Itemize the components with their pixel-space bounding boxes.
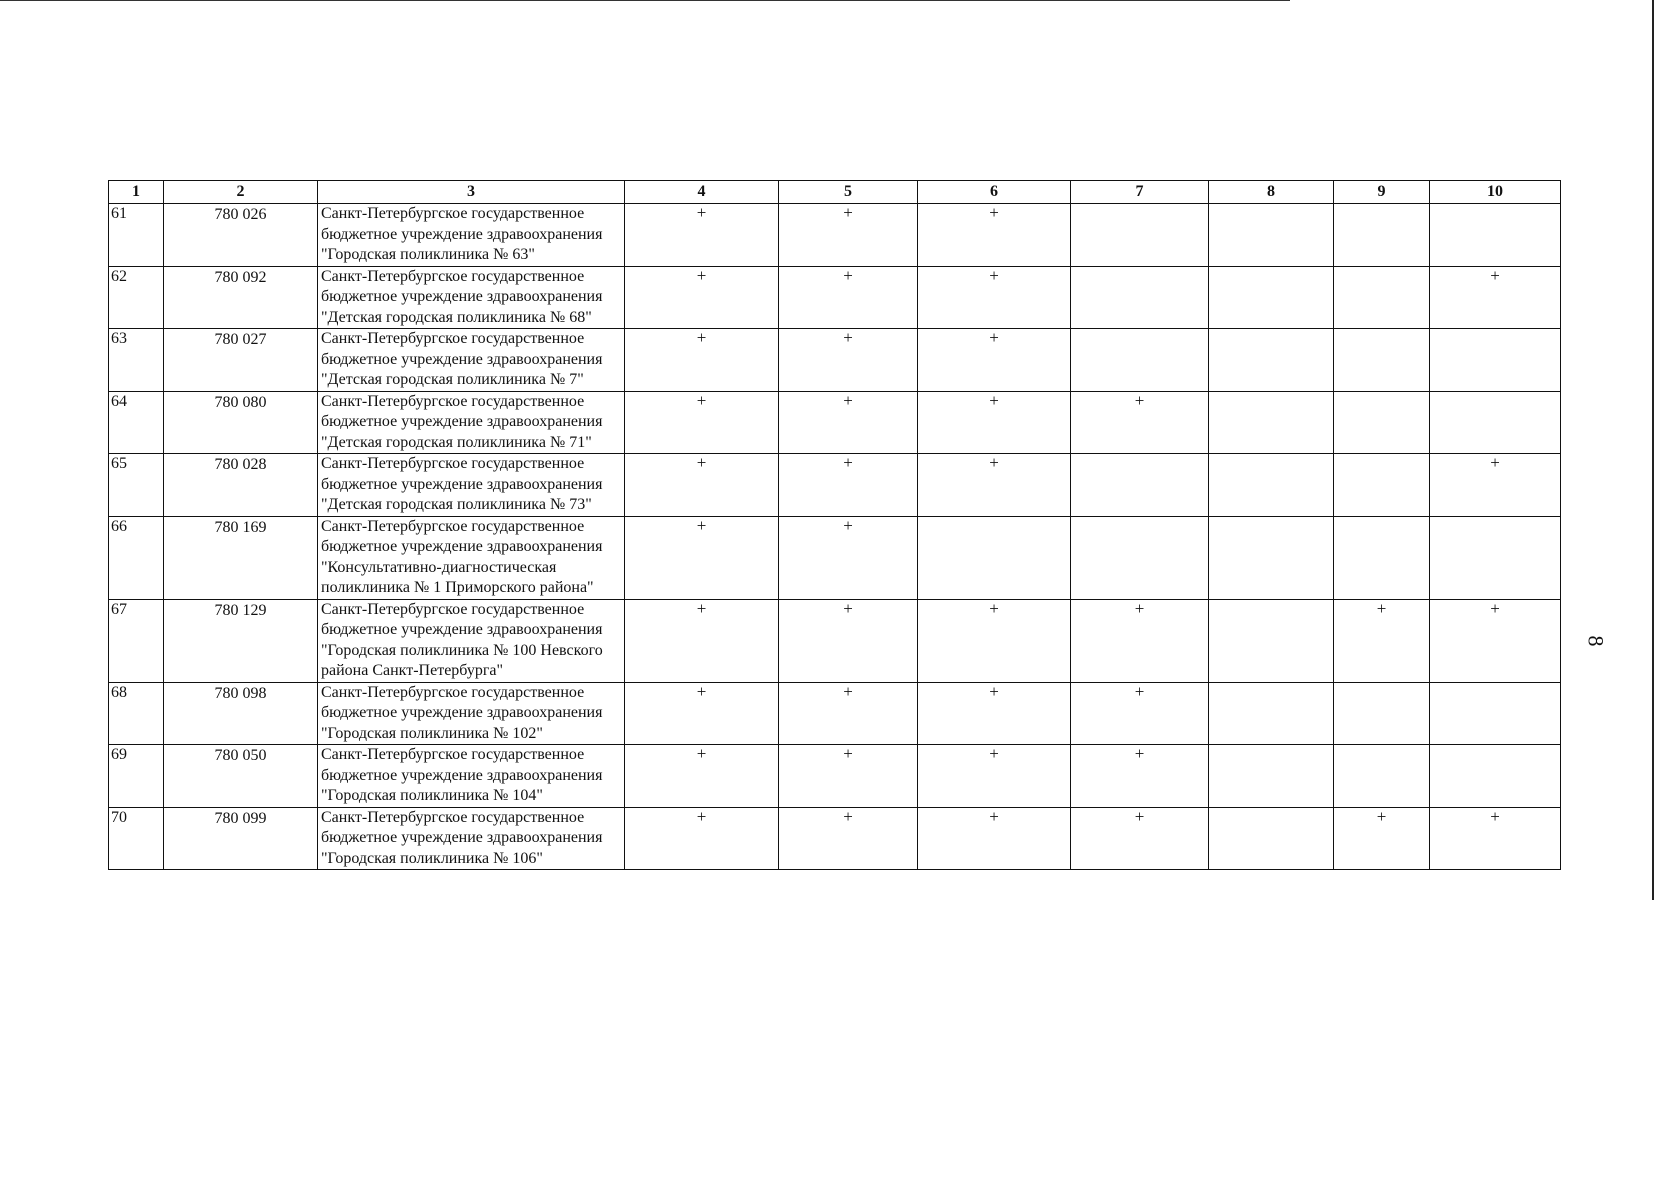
row-number: 68	[109, 682, 164, 745]
registry-code: 780 027	[164, 329, 318, 392]
column-header: 1	[109, 181, 164, 204]
mark-cell	[1071, 454, 1209, 517]
mark-cell: +	[625, 329, 779, 392]
mark-cell: +	[1334, 807, 1430, 870]
mark-cell: +	[625, 599, 779, 682]
mark-cell: +	[625, 745, 779, 808]
table-row	[109, 266, 1561, 329]
mark-cell	[1430, 391, 1561, 454]
facility-name: Санкт-Петербургское государственное бюджетное учреждение здравоохранения "Городская поликлиника № 106"	[318, 807, 625, 870]
facility-name: Санкт-Петербургское государственное бюджетное учреждение здравоохранения "Детская городская поликлиника № 73"	[318, 454, 625, 517]
column-header: 6	[918, 181, 1071, 204]
page-number: 8	[1583, 635, 1609, 647]
mark-cell	[1334, 682, 1430, 745]
mark-cell	[1071, 329, 1209, 392]
row-number: 66	[109, 516, 164, 599]
table-row	[109, 454, 1561, 517]
mark-cell	[1209, 391, 1334, 454]
mark-cell: +	[779, 516, 918, 599]
mark-cell	[1209, 516, 1334, 599]
mark-cell: +	[625, 204, 779, 267]
mark-cell: +	[1430, 266, 1561, 329]
row-number: 63	[109, 329, 164, 392]
column-header: 9	[1334, 181, 1430, 204]
mark-cell: +	[625, 454, 779, 517]
row-number: 69	[109, 745, 164, 808]
mark-cell: +	[779, 391, 918, 454]
mark-cell: +	[1071, 682, 1209, 745]
mark-cell: +	[1334, 599, 1430, 682]
table-row	[109, 516, 1561, 599]
mark-cell: +	[918, 599, 1071, 682]
facility-name: Санкт-Петербургское государственное бюджетное учреждение здравоохранения "Детская городская поликлиника № 7"	[318, 329, 625, 392]
top-scan-line	[0, 0, 1290, 1]
registry-code: 780 080	[164, 391, 318, 454]
mark-cell: +	[779, 266, 918, 329]
mark-cell: +	[918, 391, 1071, 454]
registry-code: 780 099	[164, 807, 318, 870]
mark-cell	[918, 516, 1071, 599]
mark-cell	[1430, 745, 1561, 808]
column-header: 5	[779, 181, 918, 204]
mark-cell: +	[1430, 454, 1561, 517]
mark-cell: +	[1071, 391, 1209, 454]
mark-cell	[1209, 329, 1334, 392]
mark-cell: +	[779, 745, 918, 808]
mark-cell	[1209, 807, 1334, 870]
column-header: 10	[1430, 181, 1561, 204]
row-number: 61	[109, 204, 164, 267]
registry-code: 780 129	[164, 599, 318, 682]
mark-cell: +	[625, 807, 779, 870]
mark-cell	[1334, 391, 1430, 454]
mark-cell: +	[779, 204, 918, 267]
mark-cell: +	[779, 329, 918, 392]
mark-cell	[1071, 516, 1209, 599]
mark-cell: +	[779, 599, 918, 682]
facility-name: Санкт-Петербургское государственное бюджетное учреждение здравоохранения "Городская поликлиника № 63"	[318, 204, 625, 267]
facility-name: Санкт-Петербургское государственное бюджетное учреждение здравоохранения "Консультативно-диагностическая поликлиника № 1 Приморского района"	[318, 516, 625, 599]
registry-code: 780 026	[164, 204, 318, 267]
mark-cell: +	[918, 266, 1071, 329]
table-row	[109, 682, 1561, 745]
header-row	[109, 181, 1561, 204]
mark-cell: +	[625, 391, 779, 454]
mark-cell	[1334, 204, 1430, 267]
mark-cell: +	[1071, 599, 1209, 682]
mark-cell: +	[918, 329, 1071, 392]
table-row	[109, 391, 1561, 454]
mark-cell	[1209, 599, 1334, 682]
table-row	[109, 329, 1561, 392]
mark-cell	[1209, 204, 1334, 267]
registry-code: 780 050	[164, 745, 318, 808]
mark-cell: +	[1071, 807, 1209, 870]
mark-cell: +	[1071, 745, 1209, 808]
mark-cell	[1334, 745, 1430, 808]
mark-cell	[1334, 329, 1430, 392]
mark-cell	[1209, 266, 1334, 329]
facility-name: Санкт-Петербургское государственное бюджетное учреждение здравоохранения "Городская поликлиника № 100 Невского района Санкт-Петербурга"	[318, 599, 625, 682]
mark-cell	[1209, 454, 1334, 517]
facility-name: Санкт-Петербургское государственное бюджетное учреждение здравоохранения "Городская поликлиника № 102"	[318, 682, 625, 745]
column-header: 7	[1071, 181, 1209, 204]
facilities-table	[108, 180, 1561, 870]
registry-code: 780 169	[164, 516, 318, 599]
facility-name: Санкт-Петербургское государственное бюджетное учреждение здравоохранения "Городская поликлиника № 104"	[318, 745, 625, 808]
row-number: 67	[109, 599, 164, 682]
row-number: 70	[109, 807, 164, 870]
facility-name: Санкт-Петербургское государственное бюджетное учреждение здравоохранения "Детская городская поликлиника № 71"	[318, 391, 625, 454]
row-number: 62	[109, 266, 164, 329]
mark-cell	[1209, 682, 1334, 745]
mark-cell	[1071, 204, 1209, 267]
mark-cell	[1209, 745, 1334, 808]
registry-code: 780 028	[164, 454, 318, 517]
table-row	[109, 807, 1561, 870]
mark-cell: +	[779, 454, 918, 517]
mark-cell: +	[779, 807, 918, 870]
mark-cell: +	[779, 682, 918, 745]
mark-cell	[1430, 516, 1561, 599]
mark-cell: +	[918, 682, 1071, 745]
registry-code: 780 098	[164, 682, 318, 745]
registry-code: 780 092	[164, 266, 318, 329]
table-row	[109, 745, 1561, 808]
mark-cell: +	[918, 454, 1071, 517]
mark-cell	[1071, 266, 1209, 329]
mark-cell: +	[625, 266, 779, 329]
mark-cell: +	[625, 682, 779, 745]
mark-cell: +	[918, 204, 1071, 267]
mark-cell: +	[625, 516, 779, 599]
column-header: 2	[164, 181, 318, 204]
row-number: 64	[109, 391, 164, 454]
mark-cell	[1334, 266, 1430, 329]
row-number: 65	[109, 454, 164, 517]
table-body	[109, 204, 1561, 870]
column-header: 3	[318, 181, 625, 204]
mark-cell: +	[918, 807, 1071, 870]
mark-cell: +	[1430, 807, 1561, 870]
mark-cell	[1334, 516, 1430, 599]
column-header: 8	[1209, 181, 1334, 204]
facility-name: Санкт-Петербургское государственное бюджетное учреждение здравоохранения "Детская городская поликлиника № 68"	[318, 266, 625, 329]
mark-cell: +	[918, 745, 1071, 808]
mark-cell	[1334, 454, 1430, 517]
mark-cell	[1430, 682, 1561, 745]
table-row	[109, 204, 1561, 267]
mark-cell	[1430, 204, 1561, 267]
table-row	[109, 599, 1561, 682]
column-header: 4	[625, 181, 779, 204]
mark-cell: +	[1430, 599, 1561, 682]
mark-cell	[1430, 329, 1561, 392]
